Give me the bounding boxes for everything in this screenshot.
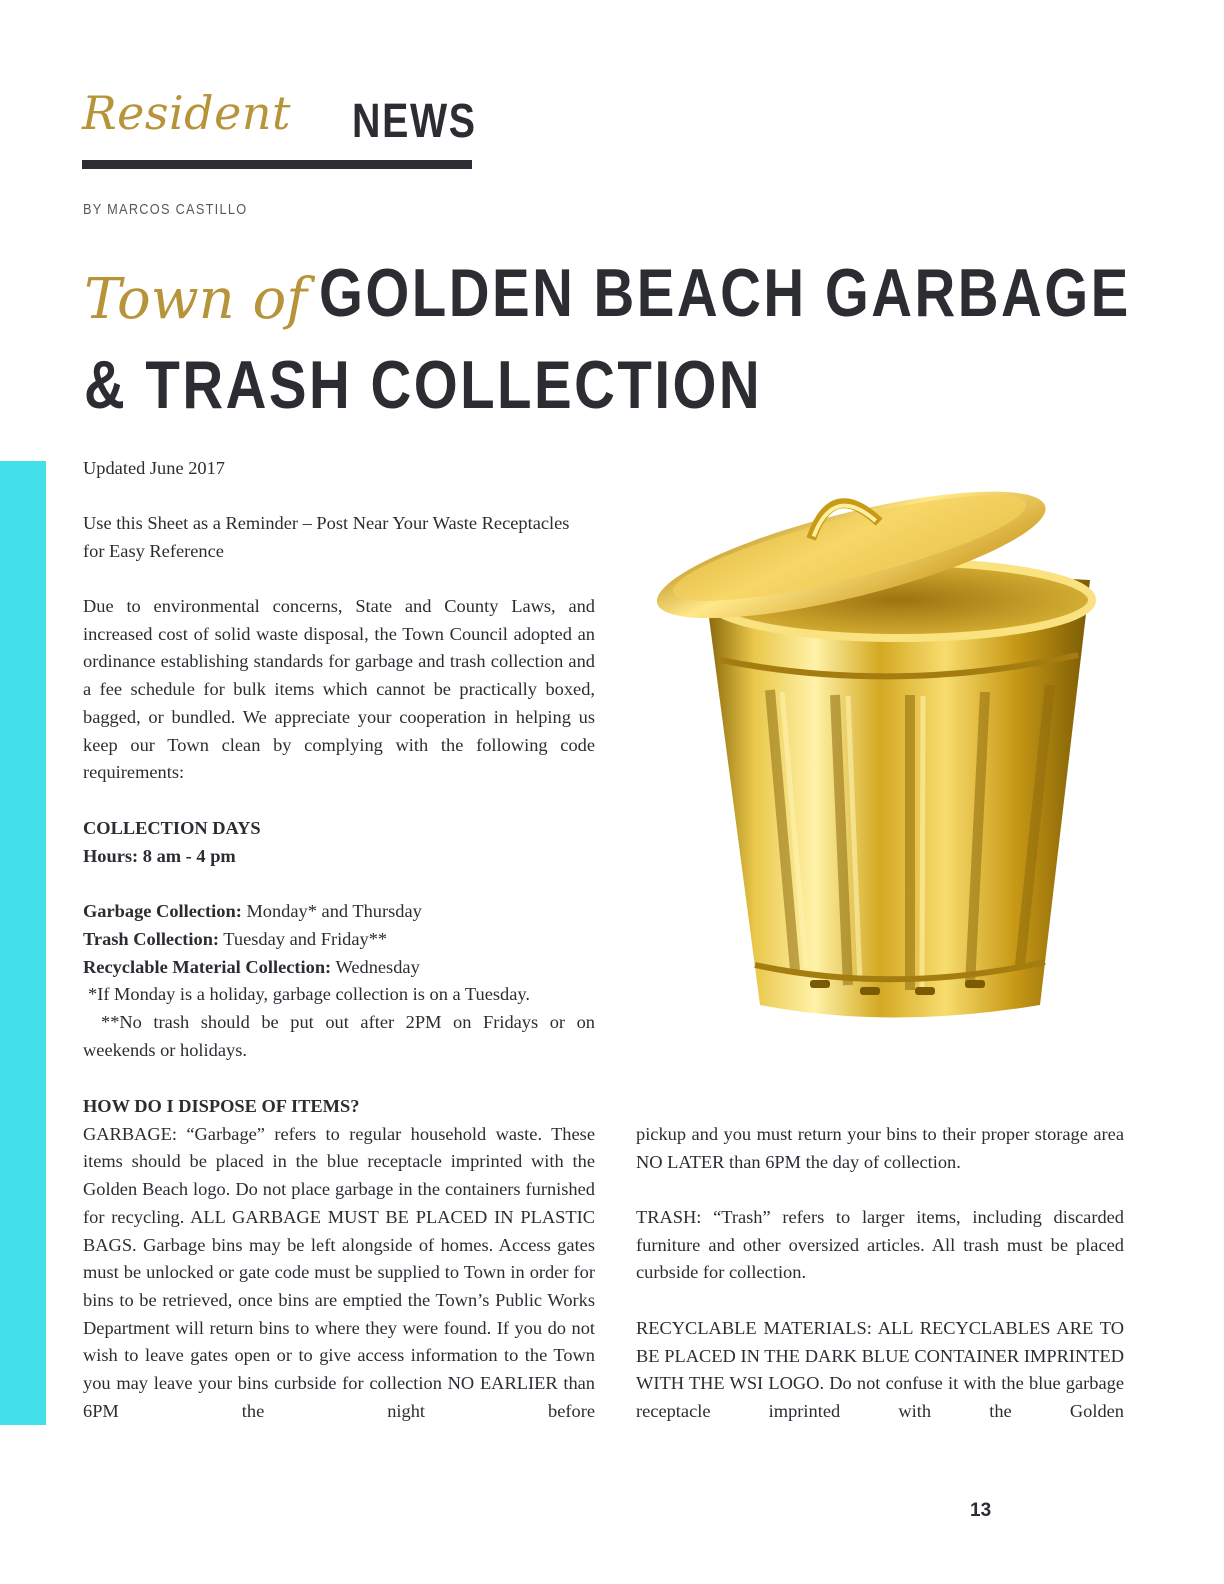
recycle-collection-value: Wednesday xyxy=(331,956,420,977)
section-underline xyxy=(82,160,472,169)
updated-date xyxy=(83,455,595,483)
trash-collection-line xyxy=(83,926,595,954)
updated-text: Updated June 2017 xyxy=(83,458,225,478)
reminder-line1: Use this Sheet as a Reminder – Post Near Your Waste Receptacles xyxy=(83,513,570,533)
holiday-note: *If Monday is a holiday, garbage collection is on a Tuesday. xyxy=(88,984,530,1005)
recycle-collection-line xyxy=(83,954,595,982)
article-title-line1 xyxy=(84,254,1224,344)
accent-bar xyxy=(0,461,46,1425)
title-script: Town of xyxy=(84,267,307,332)
garbage-paragraph-continued: pickup and you must return your bins to their proper storage area NO LATER than 6PM the day of collection. xyxy=(636,1124,1124,1172)
trash-collection-value: Tuesday and Friday** xyxy=(219,928,388,949)
collection-days xyxy=(83,815,595,1064)
recycle-collection-label: Recyclable Material Collection: xyxy=(83,956,332,977)
trash-paragraph: TRASH: “Trash” refers to larger items, including discarded furniture and other oversized articles. All trash must be placed curbside for collection. xyxy=(636,1207,1124,1283)
section-header xyxy=(82,86,477,170)
collection-heading: COLLECTION DAYS xyxy=(83,818,261,838)
trash-collection-label: Trash Collection: xyxy=(83,928,220,949)
garbage-collection-value: Monday* and Thursday xyxy=(241,901,422,922)
section-script-label: Resident xyxy=(82,86,291,140)
dispose-heading: HOW DO I DISPOSE OF ITEMS? xyxy=(83,1096,360,1116)
page-number: 13 xyxy=(970,1500,992,1521)
reminder-line2: for Easy Reference xyxy=(83,540,224,561)
dispose-section xyxy=(83,1093,595,1425)
section-word-label: NEWS xyxy=(352,95,477,148)
intro-paragraph: Due to environmental concerns, State and County Laws, and increased cost of solid waste disposal, the Town Council adopted an ordinance establishing standards for garbage and trash collection and a fee schedule for bulk items which cannot be practically boxed, bagged, or bundled. We appreciate your cooperation in helping us keep our Town clean by complying with the following code requirements: xyxy=(83,596,595,783)
garbage-paragraph: GARBAGE: “Garbage” refers to regular household waste. These items should be placed in the blue receptacle imprinted with the Golden Beach logo. Do not place garbage in the containers furnished for recycling. ALL GARBAGE MUST BE PLACED IN PLASTIC BAGS. Garbage bins may be left alongside of homes. Access gates must be unlocked or gate code must be supplied to Town in order for bins to be retrieved, once bins are emptied the Town’s Public Works Department will return bins to where they were found. If you do not wish to leave gates open or to give access information to the Town you may leave your bins curbside for collection NO EARLIER than 6PM the night before xyxy=(83,1123,595,1421)
garbage-collection-line xyxy=(83,898,595,926)
recyclables-paragraph: RECYCLABLE MATERIALS: ALL RECYCLABLES ARE TO BE PLACED IN THE DARK BLUE CONTAINER IMPRINTED WITH THE WSI LOGO. Do not confuse it with the blue garbage receptacle imprinted with the Golden xyxy=(636,1318,1124,1422)
garbage-collection-label: Garbage Collection: xyxy=(83,901,242,922)
article-title-line2: & TRASH COLLECTION xyxy=(84,347,763,423)
gold-trash-can-image xyxy=(620,460,1140,1100)
collection-hours: Hours: 8 am - 4 pm xyxy=(83,845,236,866)
title-bold-line1: GOLDEN BEACH GARBAGE xyxy=(318,255,1131,331)
reminder xyxy=(83,510,595,565)
weekend-note: **No trash should be put out after 2PM on Fridays or on weekends or holidays. xyxy=(83,1011,595,1060)
byline: BY MARCOS CASTILLO xyxy=(83,201,248,218)
